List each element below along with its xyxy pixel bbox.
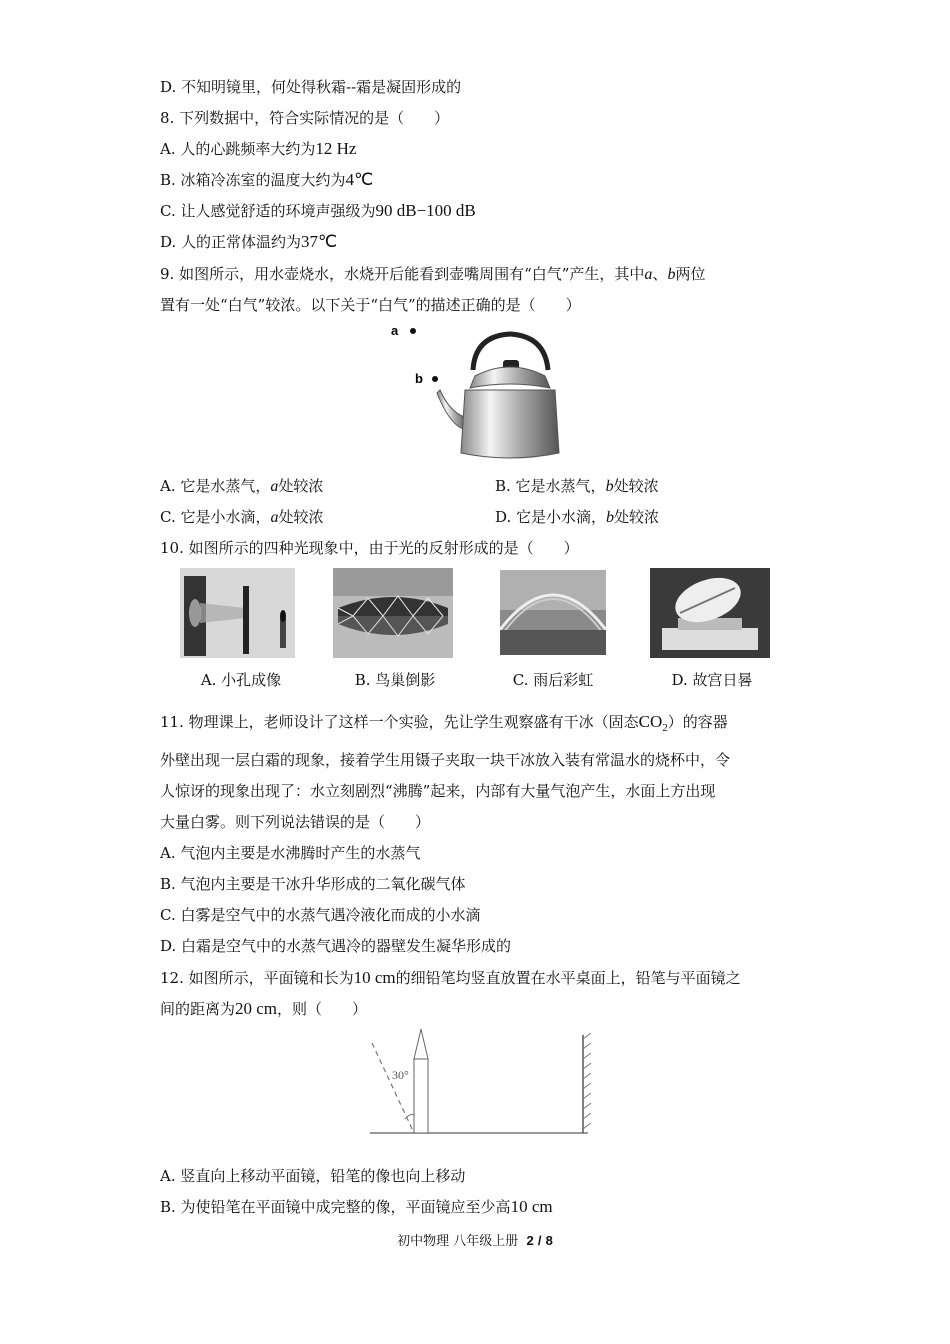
q9-option-d-var: b [606,509,615,526]
q11-stem-text-b: ）的容器 [667,713,728,731]
q12-stem-text-2: 间的距离为 [160,1000,236,1018]
q11-stem-line2: 外壁出现一层白霜的现象，接着学生用镊子夹取一块干冰放入装有常温水的烧杯中，令 [160,751,731,769]
rainbow-image [500,570,606,655]
q7-option-d: D. 不知明镜里，何处得秋霜--霜是凝固形成的 [160,78,462,96]
q8-option-b-value: 4℃ [345,170,374,189]
q8-option-b [160,170,373,190]
pencil-tip [414,1029,428,1059]
q12-option-b [160,1197,553,1217]
q9-var-b: b [667,266,676,283]
q9-option-a-pre: A. 它是水蒸气， [160,477,271,495]
q9-option-b-var: b [605,478,614,495]
q11-co2-sub: 2 [662,722,668,734]
q8-option-c [160,201,476,221]
sundial-image [650,568,770,658]
q11-option-a: A. 气泡内主要是水沸腾时产生的水蒸气 [160,844,421,862]
point-a-dot [410,328,416,334]
birdnest-image [333,568,453,658]
q8-option-a-value: 12 Hz [315,139,357,158]
q9-stem-text: 9. 如图所示，用水壶烧水，水烧开后能看到壶嘴周围有“白气”产生，其中 [160,265,645,283]
q12-distance: 20 cm [235,999,278,1018]
footer-page: 2 [526,1233,534,1248]
pencil-body [414,1059,428,1133]
q11-option-d: D. 白霜是空气中的水蒸气遇冷的器壁发生凝华形成的 [160,937,512,955]
q9-option-a [160,476,323,497]
dashed-line [372,1043,414,1133]
q9-option-d [495,507,659,528]
q9-sep: 、 [652,265,668,283]
q9-stem-line2: 置有一处“白气”较浓。以下关于“白气”的描述正确的是（ ） [160,296,581,314]
q12-option-b-value: 10 cm [510,1197,553,1216]
q10-caption-b: B. 鸟巢倒影 [354,671,436,689]
q8-option-a-text: A. 人的心跳频率大约为 [160,140,316,158]
q12-stem-text-2b: ，则（ ） [277,1000,368,1018]
q12-stem-line1 [160,968,741,988]
q9-var-a: a [644,266,653,283]
footer-slash: / [537,1233,542,1248]
q9-option-a-var: a [270,478,279,495]
q9-option-d-post: 处较浓 [614,508,660,526]
q9-option-c-post: 处较浓 [278,508,324,526]
footer-total: 8 [545,1233,553,1248]
q11-stem-line1 [160,712,728,738]
q9-option-c [160,507,324,528]
q12-stem-text-b: 的细铅笔均竖直放置在水平桌面上，铅笔与平面镜之 [395,969,741,987]
q9-option-c-var: a [270,509,279,526]
q10-caption-d: D. 故宫日晷 [671,671,753,689]
footer-text: 初中物理 八年级上册 [397,1234,519,1249]
q11-co2: CO [638,712,663,731]
q9-option-b [495,476,659,497]
q12-length: 10 cm [353,968,396,987]
kettle-label-b: b [415,371,423,386]
q9-option-c-pre: C. 它是小水滴， [160,508,271,526]
q11-option-c: C. 白雾是空气中的水蒸气遇冷液化而成的小水滴 [160,906,481,924]
q8-option-d-text: D. 人的正常体温约为 [160,233,302,251]
point-b-dot [432,376,438,382]
kettle-figure [385,318,565,468]
kettle-lid [470,367,550,388]
q8-option-c-text: C. 让人感觉舒适的环境声强级为 [160,202,376,220]
q10-stem: 10. 如图所示的四种光现象中，由于光的反射形成的是（ ） [160,539,579,557]
q10-caption-c: C. 雨后彩虹 [512,671,594,689]
q9-option-a-post: 处较浓 [278,477,324,495]
q8-option-d [160,232,337,252]
q10-caption-a: A. 小孔成像 [200,671,282,689]
q9-stem-line1 [160,264,705,285]
q11-stem-text: 11. 物理课上，老师设计了这样一个实验，先让学生观察盛有干冰（固态 [160,713,639,731]
q8-option-d-value: 37℃ [301,232,338,251]
q9-option-d-pre: D. 它是小水滴， [495,508,607,526]
mirror-hatching [583,1033,591,1129]
angle-label: 30° [392,1068,409,1082]
q9-stem-text-b: 两位 [675,265,706,283]
kettle-label-a: a [391,323,399,338]
q11-option-b: B. 气泡内主要是干冰升华形成的二氧化碳气体 [160,875,466,893]
q12-option-b-text: B. 为使铅笔在平面镜中成完整的像，平面镜应至少高 [160,1198,511,1216]
q12-stem-line2 [160,999,367,1019]
q11-stem-line4: 大量白雾。则下列说法错误的是（ ） [160,813,431,831]
q12-stem-text: 12. 如图所示，平面镜和长为 [160,969,354,987]
q12-option-a: A. 竖直向上移动平面镜，铅笔的像也向上移动 [160,1167,466,1185]
page-footer [0,1230,950,1249]
q8-option-c-value: 90 dB−100 dB [375,201,476,220]
q9-option-b-post: 处较浓 [613,477,659,495]
q8-option-b-text: B. 冰箱冷冻室的温度大约为 [160,171,346,189]
q11-stem-line3: 人惊讶的现象出现了：水立刻剧烈“沸腾”起来，内部有大量气泡产生，水面上方出现 [160,782,716,800]
kettle-body [461,390,559,458]
mirror-pencil-diagram [360,1025,600,1140]
q8-stem: 8. 下列数据中，符合实际情况的是（ ） [160,109,450,127]
q9-option-b-pre: B. 它是水蒸气， [495,477,606,495]
q8-option-a [160,139,356,159]
pinhole-image [180,568,295,658]
